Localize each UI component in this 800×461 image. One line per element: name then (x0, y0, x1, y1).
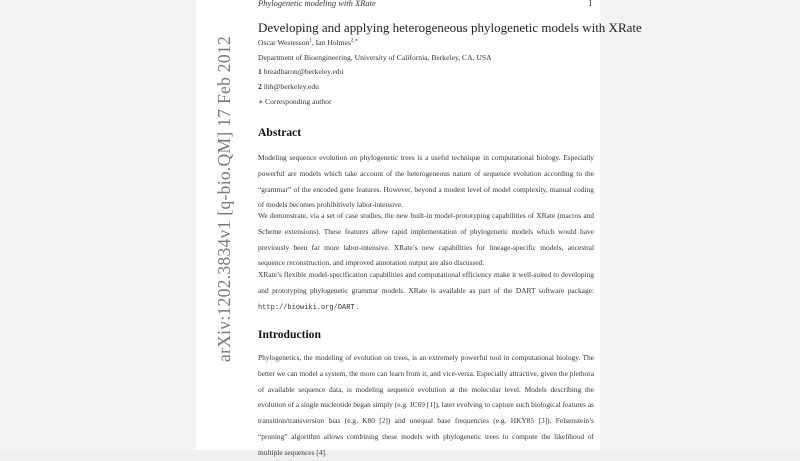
abstract-paragraph: Modeling sequence evolution on phylogenetic trees is a useful technique in computational biology. Especially powerful are models which take account of the heterogeneous nature of sequence evolution according to the “grammar” of the encoded gene features. However, beyond a modest level of model complexity, manual coding of models becomes prohibitively labor-intensive. (258, 153, 594, 210)
author-line (258, 38, 358, 47)
running-header: Phylogenetic modeling with XRate (258, 0, 376, 8)
corresponding-author-note: ∗ Corresponding author (258, 97, 332, 106)
abstract-text: . (354, 301, 359, 311)
author-name: Ian Holmes (315, 38, 351, 47)
affiliation-mark: 1 (309, 38, 312, 44)
department: Department of Bioengineering, University of California, Berkeley, CA, USA (258, 53, 492, 62)
abstract-paragraph: We demonstrate, via a set of case studies, the new built-in model-prototyping capabilities of XRate (macros and Scheme extensions). These features allow rapid implementation of phylogenetic models which would have previously been far more labor-intensive. XRate’s new capabilities for lineage-specific models, ancestral sequence reconstruction, and improved annotation output are also discussed. (258, 211, 594, 268)
abstract-heading: Abstract (258, 126, 302, 139)
paper-title: Developing and applying heterogeneous phylogenetic models with XRate (258, 20, 642, 35)
background-left (0, 0, 210, 450)
affiliation-mark: 2,∗ (350, 38, 359, 44)
abstract-paragraph (258, 267, 594, 316)
page-number: 1 (588, 0, 593, 8)
email-number: 1 (258, 67, 262, 76)
email-number: 2 (258, 82, 262, 91)
author-separator: , (311, 38, 316, 47)
introduction-heading: Introduction (258, 328, 321, 341)
email-line (258, 67, 343, 76)
arxiv-stamp: arXiv:1202.3834v1 [q-bio.QM] 17 Feb 2012 (214, 36, 234, 362)
email-address: breadbaron@berkeley.edu (263, 67, 344, 76)
email-line (258, 82, 319, 91)
background-right (592, 0, 800, 450)
email-address: ihh@berkeley.edu (263, 82, 319, 91)
abstract-text: XRate’s flexible model-specification capabilities and computational efficiency make it well-suited to developing and prototyping phylogenetic grammar models. XRate is available as part of the DART software package: (258, 270, 594, 295)
introduction-paragraph: Phylogenetics, the modeling of evolution on trees, is an extremely powerful tool in computational biology. The better we can model a system, the more can learn from it, and vice-versa. Especially attractive, given the plethora of available sequence data, is modeling sequence evolution at the molecular level. Models describing the evolution of a single nucleotide began simply (e.g. JC69 [1]), later evolving to capture such biological features as transition/transversion bias (e.g. K80 [2]) and unequal base frequencies (e.g. HKY85 [3]). Felsenstein’s “pruning” algorithm allows combining these models with phylogenetic trees to compute the likelihood of multiple sequences [4]. (258, 353, 594, 457)
dart-url-link[interactable]: http://biowiki.org/DART (258, 303, 355, 312)
author-name: Oscar Westesson (258, 38, 310, 47)
